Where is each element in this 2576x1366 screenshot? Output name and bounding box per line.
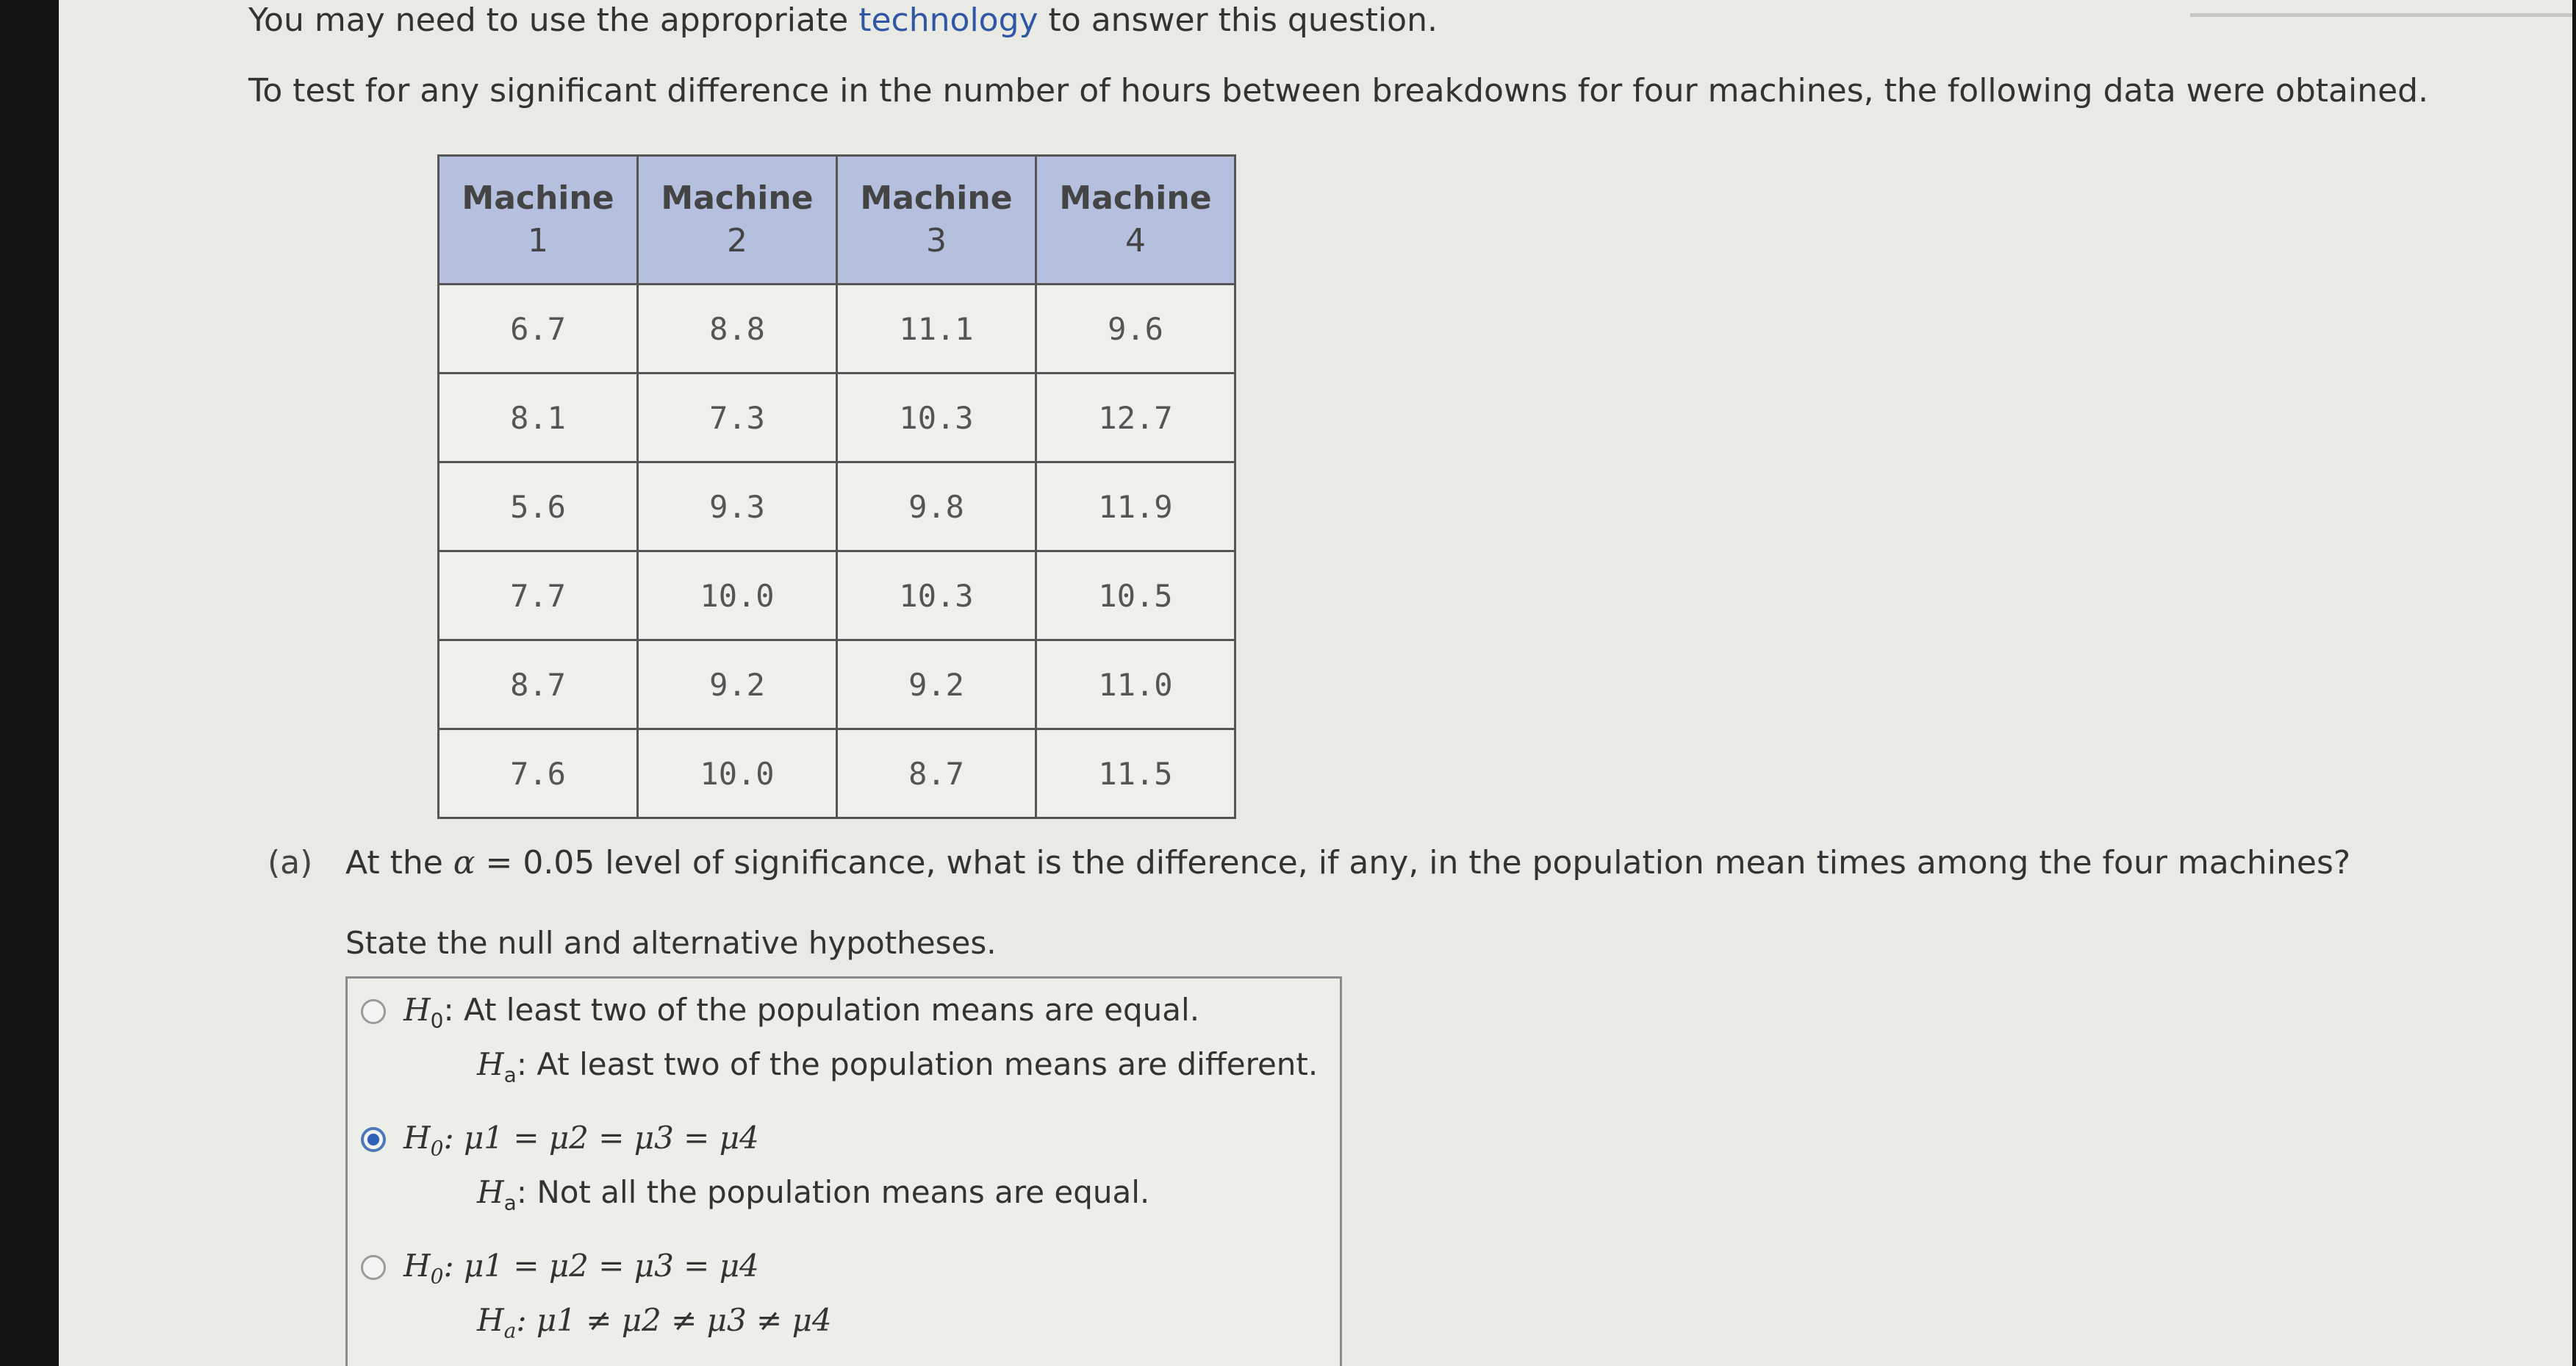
table-cell: 11.0: [1036, 640, 1235, 729]
header-machine-1: Machine 1: [439, 156, 638, 285]
table-cell: 8.7: [439, 640, 638, 729]
table-row: [439, 373, 1235, 462]
problem-statement: To test for any significant difference in the number of hours between breakdowns for four machines, the following data were obtained.: [248, 72, 2429, 110]
table-cell: 9.8: [837, 462, 1036, 551]
radio-button[interactable]: [361, 999, 386, 1024]
page-content: [59, 0, 2572, 1366]
table-cell: 10.3: [837, 551, 1036, 640]
divider: [2190, 13, 2572, 17]
table-cell: 10.5: [1036, 551, 1235, 640]
ha-line: $H_a$: μ1 ≠ μ2 ≠ μ3 ≠ μ4: [477, 1302, 832, 1343]
table-row: [439, 462, 1235, 551]
instruction-prefix: You may need to use the appropriate: [248, 1, 859, 39]
table-cell: 5.6: [439, 462, 638, 551]
ha-line: $H_a$: At least two of the population means are different.: [477, 1046, 1319, 1087]
table-cell: 9.6: [1036, 285, 1235, 373]
hypotheses-prompt: State the null and alternative hypotheses.: [345, 925, 997, 961]
table-row: [439, 729, 1235, 818]
table-row: [439, 285, 1235, 373]
table-cell: 9.2: [837, 640, 1036, 729]
hypotheses-options: [345, 976, 1342, 1366]
header-machine-4: Machine 4: [1036, 156, 1235, 285]
table-header-row: [439, 156, 1235, 285]
technology-link[interactable]: technology: [858, 1, 1038, 39]
table-cell: 7.6: [439, 729, 638, 818]
table-cell: 9.3: [638, 462, 837, 551]
radio-button[interactable]: [361, 1255, 386, 1280]
table-cell: 11.9: [1036, 462, 1235, 551]
table-cell: 11.5: [1036, 729, 1235, 818]
table-cell: 6.7: [439, 285, 638, 373]
instruction-text: [248, 1, 1438, 39]
table-row: [439, 551, 1235, 640]
radio-button-selected[interactable]: [361, 1127, 386, 1152]
ha-line: $H_a$: Not all the population means are equal.: [477, 1174, 1150, 1215]
header-machine-3: Machine 3: [837, 156, 1036, 285]
alpha-symbol: α: [453, 844, 476, 882]
table-cell: 9.2: [638, 640, 837, 729]
table-cell: 7.3: [638, 373, 837, 462]
table-cell: 8.7: [837, 729, 1036, 818]
table-row: [439, 640, 1235, 729]
part-a-question: At the α = 0.05 level of significance, what is the difference, if any, in the population mean times among the four machines?: [345, 844, 2351, 882]
header-machine-2: Machine 2: [638, 156, 837, 285]
data-table-container: [437, 154, 1236, 819]
instruction-suffix: to answer this question.: [1038, 1, 1438, 39]
table-cell: 10.0: [638, 729, 837, 818]
table-cell: 10.3: [837, 373, 1036, 462]
breakdown-data-table: [437, 154, 1236, 819]
table-cell: 12.7: [1036, 373, 1235, 462]
table-cell: 7.7: [439, 551, 638, 640]
table-cell: 11.1: [837, 285, 1036, 373]
h0-line: $H_0$: μ1 = μ2 = μ3 = μ4: [403, 1248, 759, 1289]
table-cell: 10.0: [638, 551, 837, 640]
table-cell: 8.8: [638, 285, 837, 373]
h0-line: $H_0$: At least two of the population means are equal.: [403, 992, 1200, 1033]
table-cell: 8.1: [439, 373, 638, 462]
h0-line: $H_0$: μ1 = μ2 = μ3 = μ4: [403, 1120, 759, 1161]
part-a-label: (a): [268, 844, 313, 882]
